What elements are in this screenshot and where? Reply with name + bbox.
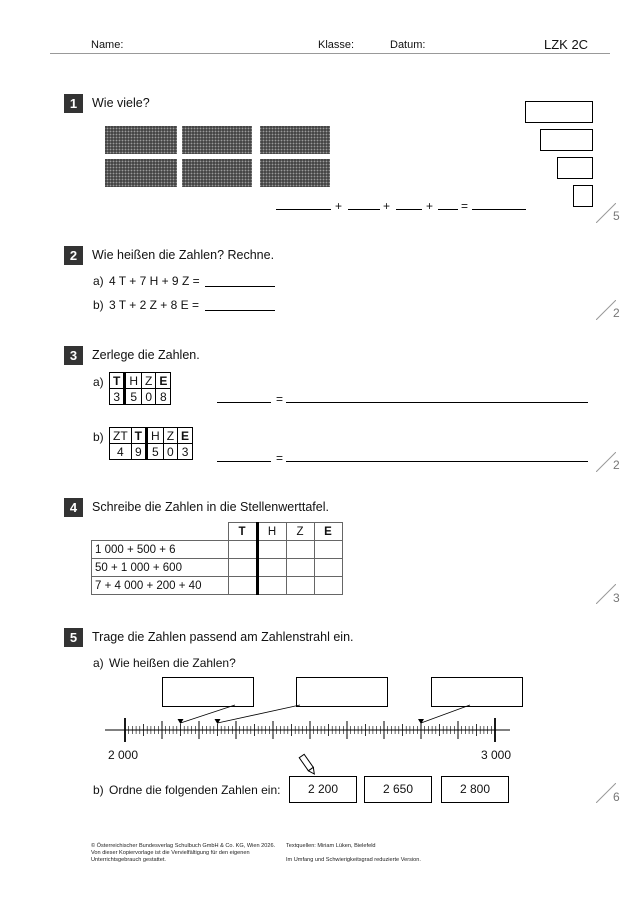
item-label: b) [93, 783, 104, 797]
decomposition-line[interactable] [286, 402, 588, 403]
pencil-icon [295, 752, 321, 778]
expression: 3 T + 2 Z + 8 E = [109, 298, 199, 312]
expression: 4 T + 7 H + 9 Z = [109, 274, 200, 288]
block-illustration [100, 124, 330, 194]
arrow-head [215, 719, 221, 724]
value-cell[interactable] [314, 577, 342, 595]
task-title-1: Wie viele? [92, 96, 150, 110]
arrow-head [418, 719, 424, 724]
answer-box-hundreds[interactable] [540, 129, 593, 151]
row-expression: 7 + 4 000 + 200 + 40 [92, 577, 229, 595]
number-card[interactable]: 2 200 [289, 776, 357, 803]
value-cell[interactable] [257, 541, 286, 559]
digit-cell: 5 [147, 444, 164, 460]
equals-sign: = [276, 392, 284, 406]
equals-sign: = [461, 199, 469, 213]
footer-line: © Österreichischer Bundesverlag Schulbuch GmbH & Co. KG, Wien 2026. [91, 843, 276, 849]
footer-line: Unterrichtsgebrauch gestattet. [91, 857, 166, 863]
score-points-3: 2 [613, 458, 620, 472]
pointer-arrow [421, 705, 470, 723]
task-number-5: 5 [64, 628, 83, 647]
task-number-3: 3 [64, 346, 83, 365]
number-card[interactable]: 2 800 [441, 776, 509, 803]
place-value-chart [91, 522, 343, 595]
digit-cell: 5 [125, 389, 142, 405]
name-label: Name: [91, 39, 124, 51]
footer-line: Im Umfang und Schwierigkeitsgrad reduzierte Version. [286, 857, 421, 863]
value-cell[interactable] [286, 559, 314, 577]
digit-cell: 8 [156, 389, 171, 405]
place-value-table-b [109, 427, 193, 460]
answer-line[interactable] [217, 402, 271, 403]
value-cell[interactable] [257, 559, 286, 577]
task-number-2: 2 [64, 246, 83, 265]
equals-sign: = [276, 451, 284, 465]
number-card[interactable]: 2 650 [364, 776, 432, 803]
thousand-block [182, 126, 252, 154]
number-line [100, 700, 520, 750]
plus-sign: + [335, 199, 343, 213]
item-text: Wie heißen die Zahlen? [109, 656, 236, 670]
pointer-arrow [218, 705, 301, 723]
axis-start-label: 2 000 [108, 748, 139, 762]
item-label: b) [93, 430, 104, 444]
column-header-t: T [228, 523, 257, 541]
answer-line[interactable] [205, 286, 275, 287]
empty-corner [92, 523, 229, 541]
score-points-4: 3 [613, 591, 620, 605]
sum-blank-1[interactable] [276, 209, 331, 210]
plus-sign: + [383, 199, 391, 213]
task-title-4: Schreibe die Zahlen in die Stellenwerttafel. [92, 500, 329, 514]
item-label: a) [93, 656, 104, 670]
decomposition-line[interactable] [286, 461, 588, 462]
sum-result-blank[interactable] [472, 209, 526, 210]
value-cell[interactable] [228, 577, 257, 595]
sum-blank-2[interactable] [348, 209, 380, 210]
task-title-2: Wie heißen die Zahlen? Rechne. [92, 248, 275, 262]
sum-blank-3[interactable] [396, 209, 422, 210]
value-cell[interactable] [257, 577, 286, 595]
footer-sources [286, 843, 421, 864]
digit-cell: 3 [110, 389, 125, 405]
header-cell: Z [163, 428, 177, 444]
answer-box-ones[interactable] [573, 185, 593, 207]
column-header-e: E [314, 523, 342, 541]
arrow-head [178, 719, 184, 724]
header-cell: Z [142, 373, 156, 389]
header-cell: T [131, 428, 146, 444]
header-rule [50, 53, 610, 54]
value-cell[interactable] [314, 541, 342, 559]
axis-end-label: 3 000 [481, 748, 512, 762]
place-value-table-a [109, 372, 171, 405]
row-expression: 1 000 + 500 + 6 [92, 541, 229, 559]
value-cell[interactable] [314, 559, 342, 577]
header-cell: H [147, 428, 164, 444]
value-cell[interactable] [286, 541, 314, 559]
item-text: Ordne die folgenden Zahlen ein: [109, 783, 281, 797]
digit-cell: 0 [163, 444, 177, 460]
plus-sign: + [426, 199, 434, 213]
item-label: b) [93, 298, 104, 312]
footer-line: Von dieser Kopiervorlage ist die Vervielfältigung für den eigenen [91, 850, 250, 856]
value-cell[interactable] [286, 577, 314, 595]
digit-cell: 0 [142, 389, 156, 405]
digit-cell: 9 [131, 444, 146, 460]
row-expression: 50 + 1 000 + 600 [92, 559, 229, 577]
answer-line[interactable] [205, 310, 275, 311]
column-header-h: H [257, 523, 286, 541]
klasse-label: Klasse: [318, 39, 355, 51]
task-number-1: 1 [64, 94, 83, 113]
item-label: a) [93, 274, 104, 288]
test-code: LZK 2C [544, 37, 589, 52]
thousand-block [260, 126, 330, 154]
header-cell: E [156, 373, 171, 389]
footer-line: Textquellen: Miriam Lüken, Bielefeld [286, 843, 376, 849]
answer-line[interactable] [217, 461, 271, 462]
answer-box-thousands[interactable] [525, 101, 593, 123]
score-points-1: 5 [613, 209, 620, 223]
task-number-4: 4 [64, 498, 83, 517]
task-title-3: Zerlege die Zahlen. [92, 348, 200, 362]
pointer-arrow [181, 705, 236, 723]
footer-copyright [91, 843, 275, 864]
header-cell: H [125, 373, 142, 389]
thousand-block [260, 159, 330, 187]
sum-blank-4[interactable] [438, 209, 458, 210]
header-cell: T [110, 373, 125, 389]
score-points-2: 2 [613, 306, 620, 320]
thousand-block [105, 159, 177, 187]
header-cell: E [178, 428, 193, 444]
answer-box-tens[interactable] [557, 157, 593, 179]
value-cell[interactable] [228, 559, 257, 577]
datum-label: Datum: [390, 39, 426, 51]
task-title-5: Trage die Zahlen passend am Zahlenstrahl ein. [92, 630, 354, 644]
digit-cell: 3 [178, 444, 193, 460]
header-cell: ZT [110, 428, 132, 444]
thousand-block [182, 159, 252, 187]
digit-cell: 4 [110, 444, 132, 460]
value-cell[interactable] [228, 541, 257, 559]
thousand-block [105, 126, 177, 154]
item-label: a) [93, 375, 104, 389]
score-points-5: 6 [613, 790, 620, 804]
column-header-z: Z [286, 523, 314, 541]
